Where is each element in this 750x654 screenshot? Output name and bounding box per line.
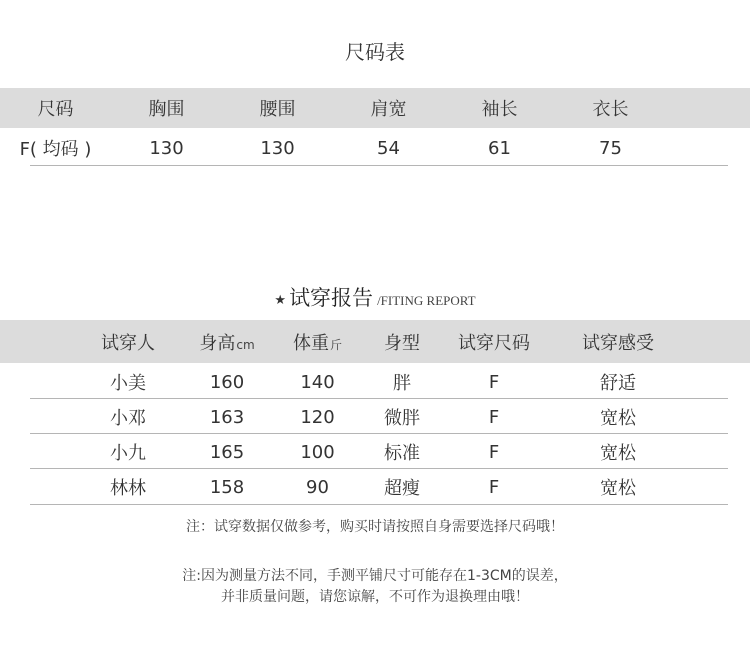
table-cell: 120 (300, 406, 335, 428)
fitting-report-subtitle: /FITING REPORT (377, 293, 476, 308)
table-cell: 163 (209, 406, 245, 428)
size-cell: 130 (149, 137, 184, 159)
fitting-report-title (0, 282, 750, 312)
table-cell: 小九 (110, 443, 146, 464)
fitting-header-cell: 试穿人 (101, 332, 155, 354)
size-chart-title: 尺码表 (345, 40, 405, 64)
size-header-row (0, 88, 666, 128)
table-cell: 超瘦 (384, 478, 420, 499)
measurement-note (0, 566, 750, 608)
fitting-note: 注：试穿数据仅做参考，购买时请按照自身需要选择尺码哦！ (186, 519, 564, 535)
table-cell: 小美 (110, 373, 146, 394)
fitting-header-row (72, 320, 687, 363)
table-row (72, 470, 687, 504)
table-cell: 舒适 (600, 373, 636, 394)
size-header-cell: 袖长 (481, 99, 518, 120)
table-row (72, 400, 687, 434)
size-header-cell: 尺码 (37, 99, 74, 120)
fitting-header-cell: 体重斤 (292, 332, 342, 354)
size-cell: 54 (377, 137, 400, 159)
divider (30, 433, 728, 434)
size-chart-row (0, 132, 666, 164)
table-cell: 宽松 (600, 443, 636, 464)
measurement-note-line: 并非质量问题，请您谅解，不可作为退换理由哦！ (221, 589, 529, 605)
table-cell: F (488, 371, 500, 393)
table-cell: 小邓 (110, 408, 146, 429)
size-cell: 75 (599, 137, 622, 159)
table-cell: 90 (306, 476, 329, 498)
size-chart-header (0, 88, 750, 128)
measurement-note-line: 注:因为测量方法不同，手测平铺尺寸可能存在1-3CM的误差， (182, 568, 568, 584)
table-cell: 158 (209, 476, 245, 498)
size-header-cell: 肩宽 (370, 99, 407, 120)
fitting-table-header (0, 320, 750, 363)
fitting-header-cell: 试穿尺码 (458, 332, 530, 354)
fitting-report-heading: 试穿报告 (289, 286, 374, 310)
size-header-cell: 胸围 (148, 99, 185, 120)
table-cell: 165 (209, 441, 245, 463)
table-row (72, 365, 687, 399)
table-cell: 林林 (110, 478, 146, 499)
size-cell: F( 均码 ) (19, 139, 92, 160)
table-cell: 宽松 (600, 408, 636, 429)
table-cell: 140 (300, 371, 335, 393)
table-cell: 宽松 (600, 478, 636, 499)
table-cell: 微胖 (384, 408, 420, 429)
divider (30, 398, 728, 399)
size-header-cell: 腰围 (259, 99, 296, 120)
fitting-header-cell: 身型 (384, 332, 420, 354)
size-header-cell: 衣长 (592, 99, 629, 120)
star-icon: ★ (274, 293, 287, 308)
size-cell: 61 (488, 137, 511, 159)
table-cell: F (488, 476, 500, 498)
table-cell: 100 (300, 441, 335, 463)
fitting-header-cell: 试穿感受 (582, 332, 654, 354)
table-cell: 标准 (384, 443, 420, 464)
divider (30, 165, 728, 166)
table-cell: 160 (209, 371, 245, 393)
table-cell: 胖 (393, 373, 411, 394)
fitting-header-cell: 身高cm (199, 332, 255, 354)
size-cell: 130 (260, 137, 295, 159)
table-cell: F (488, 406, 500, 428)
table-row (72, 435, 687, 469)
table-cell: F (488, 441, 500, 463)
divider (30, 468, 728, 469)
divider (30, 504, 728, 505)
